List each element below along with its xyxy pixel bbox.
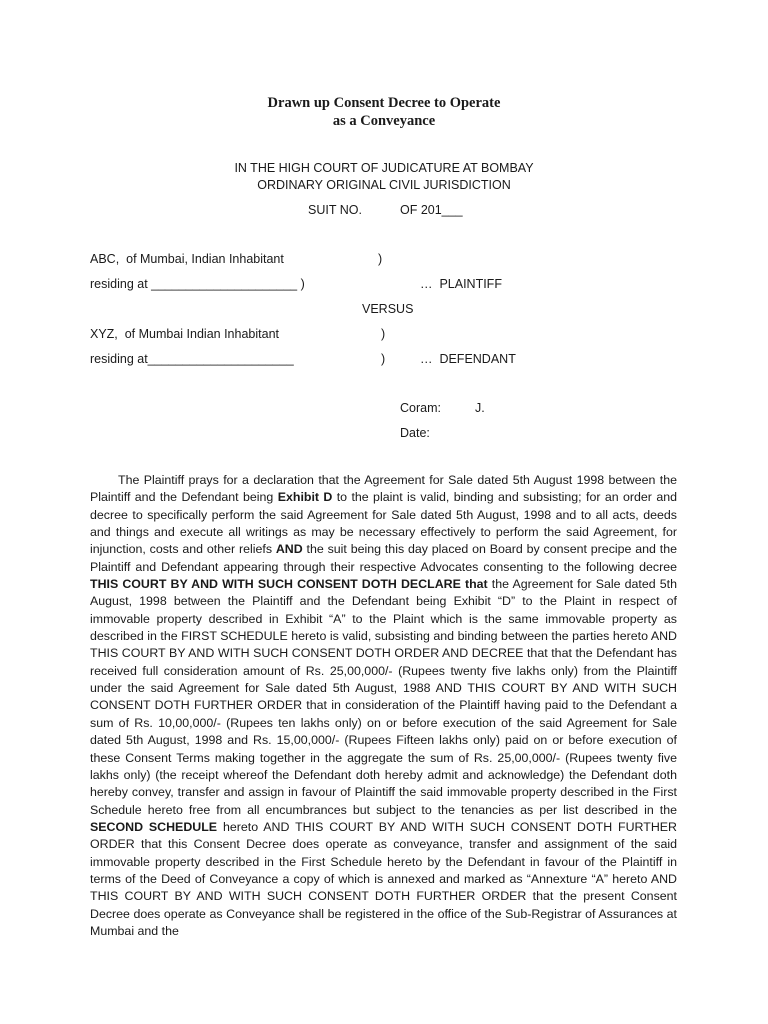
plaintiff-role: … PLAINTIFF bbox=[420, 277, 502, 291]
body-bold-declare: THIS COURT BY AND WITH SUCH CONSENT DOTH DECLARE that bbox=[90, 577, 488, 592]
plaintiff-name: ABC, of Mumbai, Indian Inhabitant bbox=[90, 252, 284, 266]
body-text-3: the suit being this day placed on Board by consent precipe and the Plaintiff and Defendant appearing through their respective Advocates consenting to the following decree bbox=[90, 542, 677, 574]
defendant-bracket-2: ) bbox=[381, 352, 386, 366]
document-title-line-2: as a Conveyance bbox=[332, 113, 436, 129]
body-bold-second-schedule: SECOND SCHEDULE bbox=[90, 819, 218, 834]
court-name: IN THE HIGH COURT OF JUDICATURE AT BOMBAY bbox=[234, 161, 534, 175]
document-title-line-1: Drawn up Consent Decree to Operate bbox=[267, 95, 501, 111]
plaintiff-residing: residing at _____________________ ) bbox=[90, 277, 305, 291]
defendant-name: XYZ, of Mumbai Indian Inhabitant bbox=[90, 327, 279, 341]
body-text-4: the Agreement for Sale dated 5th August, 1998 between the Plaintiff and the Defendant being Exhibit “D” to the Plaint in respect of immovable property described in Exhibit “A” to the Plaint which is the same immovable property as described in the FIRST SCHEDULE hereto is valid, subsisting and binding between the parties hereto AND THIS COURT BY AND WITH SUCH CONSENT DOTH ORDER AND DECREE that that the Defendant has received full consideration amount of Rs. 25,00,000/- (Rupees twenty five lakhs only) from the Plaintiff under the said Agreement for Sale dated 5th August, 1988 AND THIS COURT BY AND WITH SUCH CONSENT DOTH FURTHER ORDER that in consideration of the Plaintiff having paid to the Defendant a sum of Rs. 10,00,000/- (Rupees ten lakhs only) on or before execution of the said Agreement for Sale dated 5th August, 1998 and Rs. 15,00,000/- (Rupees Fifteen lakhs only) paid on or before execution of these Consent Terms making together in the aggregate the sum of Rs. 25,00,000/- (Rupees twenty five lakhs only) (the receipt whereof the Defendant doth hereby admit and acknowledge) the Defendant doth hereby convey, transfer and assign in favour of Plaintiff the said immovable property described in the First Schedule hereto free from all encumbrances but subject to the tenancies as per list described in the bbox=[90, 577, 677, 817]
body-bold-exhibit-d: Exhibit D bbox=[277, 490, 333, 505]
coram-label: Coram: bbox=[400, 401, 441, 415]
body-bold-and: AND bbox=[275, 542, 303, 557]
versus-label: VERSUS bbox=[362, 302, 414, 316]
suit-number-year: OF 201___ bbox=[400, 203, 463, 217]
body-text-5: hereto AND THIS COURT BY AND WITH SUCH CONSENT DOTH FURTHER ORDER that this Consent Decree does operate as conveyance, transfer and assignment of the said immovable property described in the First Schedule hereto by the Defendant in favour of the Plaintiff in terms of the Deed of Conveyance a copy of which is annexed and marked as “Annexture “A” hereto AND THIS COURT BY AND WITH SUCH CONSENT DOTH FURTHER ORDER that the present Consent Decree does operate as Conveyance shall be registered in the office of the Sub-Registrar of Assurances at Mumbai and the bbox=[90, 819, 677, 938]
plaintiff-bracket: ) bbox=[378, 252, 383, 266]
suit-number-label: SUIT NO. bbox=[308, 203, 362, 217]
date-label: Date: bbox=[400, 426, 430, 440]
body-text-2: to the plaint is valid, binding and subsisting; for an order and decree to specifically perform the said Agreement for Sale dated 5th August, 1998 and to all acts, deeds and things and execute all writings as may be necessary effectively to perform the said Agreement, for injunction, costs and other reliefs bbox=[90, 490, 677, 557]
defendant-residing: residing at_____________________ bbox=[90, 352, 294, 366]
decree-body-paragraph bbox=[90, 472, 677, 940]
defendant-role: … DEFENDANT bbox=[420, 352, 516, 366]
body-text-1: The Plaintiff prays for a declaration that the Agreement for Sale dated 5th August 1998 between the Plaintiff and the Defendant being bbox=[90, 473, 677, 505]
defendant-bracket-1: ) bbox=[381, 327, 386, 341]
coram-value: J. bbox=[475, 401, 485, 415]
court-jurisdiction: ORDINARY ORIGINAL CIVIL JURISDICTION bbox=[257, 178, 511, 192]
